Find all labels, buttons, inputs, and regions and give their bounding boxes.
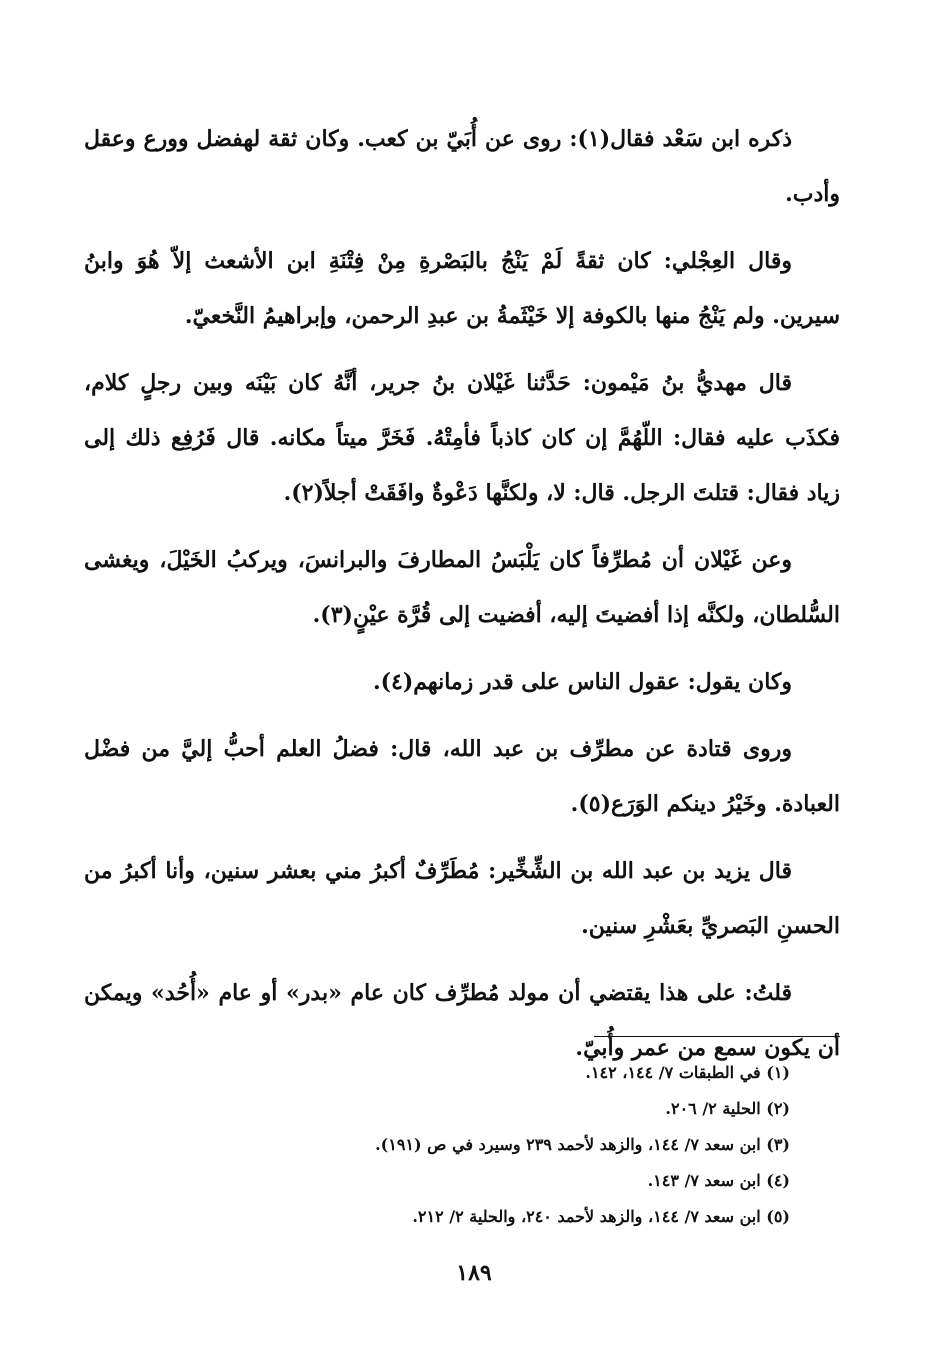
footnote-1: (١) في الطبقات ٧/ ١٤٤، ١٤٢. bbox=[585, 1063, 790, 1082]
paragraph-mahdi-ibn-maymun: قال مهديُّ بنُ مَيْمون: حَدَّثنا غَيْلان بنُ جرير، أنَّهُ كان بَيْنَه وبين رجلٍ كلام، فكذَب عليه فقال: اللّهُمَّ إن كان كاذباً فأمِتْهُ. فَخَرَّ ميتاً مكانه. قال فَرُفِع ذلك إلى زياد فقال: قتلتَ الرجل. قال: لا، ولكنَّها دَعْوةٌ وافَقَتْ أجلاً(٢). bbox=[84, 370, 840, 506]
footnote-5: (٥) ابن سعد ٧/ ١٤٤، والزهد لأحمد ٢٤٠، والحلية ٢/ ٢١٢. bbox=[412, 1207, 790, 1226]
page-number: ١٨٩ bbox=[456, 1260, 492, 1286]
paragraph-saying: وكان يقول: عقول الناس على قدر زمانهم(٤). bbox=[372, 669, 792, 695]
footnote-4: (٤) ابن سعد ٧/ ١٤٣. bbox=[647, 1171, 790, 1190]
footnote-2: (٢) الحلية ٢/ ٢٠٦. bbox=[665, 1099, 790, 1118]
footnotes bbox=[84, 1055, 790, 1235]
footnote-3: (٣) ابن سعد ٧/ ١٤٤، والزهد لأحمد ٢٣٩ وسيرد في ص (١٩١). bbox=[375, 1135, 790, 1154]
paragraph-yazid: قال يزيد بن عبد الله بن الشِّخِّير: مُطَرِّفٌ أكبرُ مني بعشر سنين، وأنا أكبرُ من الحسنِ البَصريِّ بعَشْرِ سنين. bbox=[84, 858, 840, 939]
paragraph-qatada: وروى قتادة عن مطرِّف بن عبد الله، قال: فضلُ العلم أحبُّ إليَّ من فضْل العبادة. وخَيْرُ دينكم الوَرَع(٥). bbox=[84, 736, 840, 817]
paragraph-al-ijli: وقال العِجْلي: كان ثقةً لَمْ يَنْجُ بالبَصْرةِ مِنْ فِتْنَةِ ابن الأشعث إلاّ هُوَ وابنُ سيرين. ولم يَنْجُ منها بالكوفة إلا خَيْثَمةُ بن عبدِ الرحمن، وإبراهيمُ النَّخعيّ. bbox=[84, 248, 840, 329]
footnote-divider bbox=[594, 1036, 840, 1037]
paragraph-ghaylan: وعن غَيْلان أن مُطرِّفاً كان يَلْبَسُ المطارفَ والبرانسَ، ويركبُ الخَيْلَ، ويغشى السُّلطان، ولكنَّه إذا أفضيتَ إليه، أفضيت إلى قُرَّة عيْنٍ(٣). bbox=[84, 547, 840, 628]
paragraph-author-note: قلتُ: على هذا يقتضي أن مولد مُطرِّف كان عام «بدر» أو عام «أُحُد» ويمكن أن يكون سمع من عمر وأُبيّ. bbox=[84, 980, 840, 1061]
main-text bbox=[84, 112, 840, 1088]
paragraph-ibn-saad: ذكره ابن سَعْد فقال(١): روى عن أُبَيّ بن كعب. وكان ثقة لهفضل وورع وعقل وأدب. bbox=[84, 126, 840, 207]
